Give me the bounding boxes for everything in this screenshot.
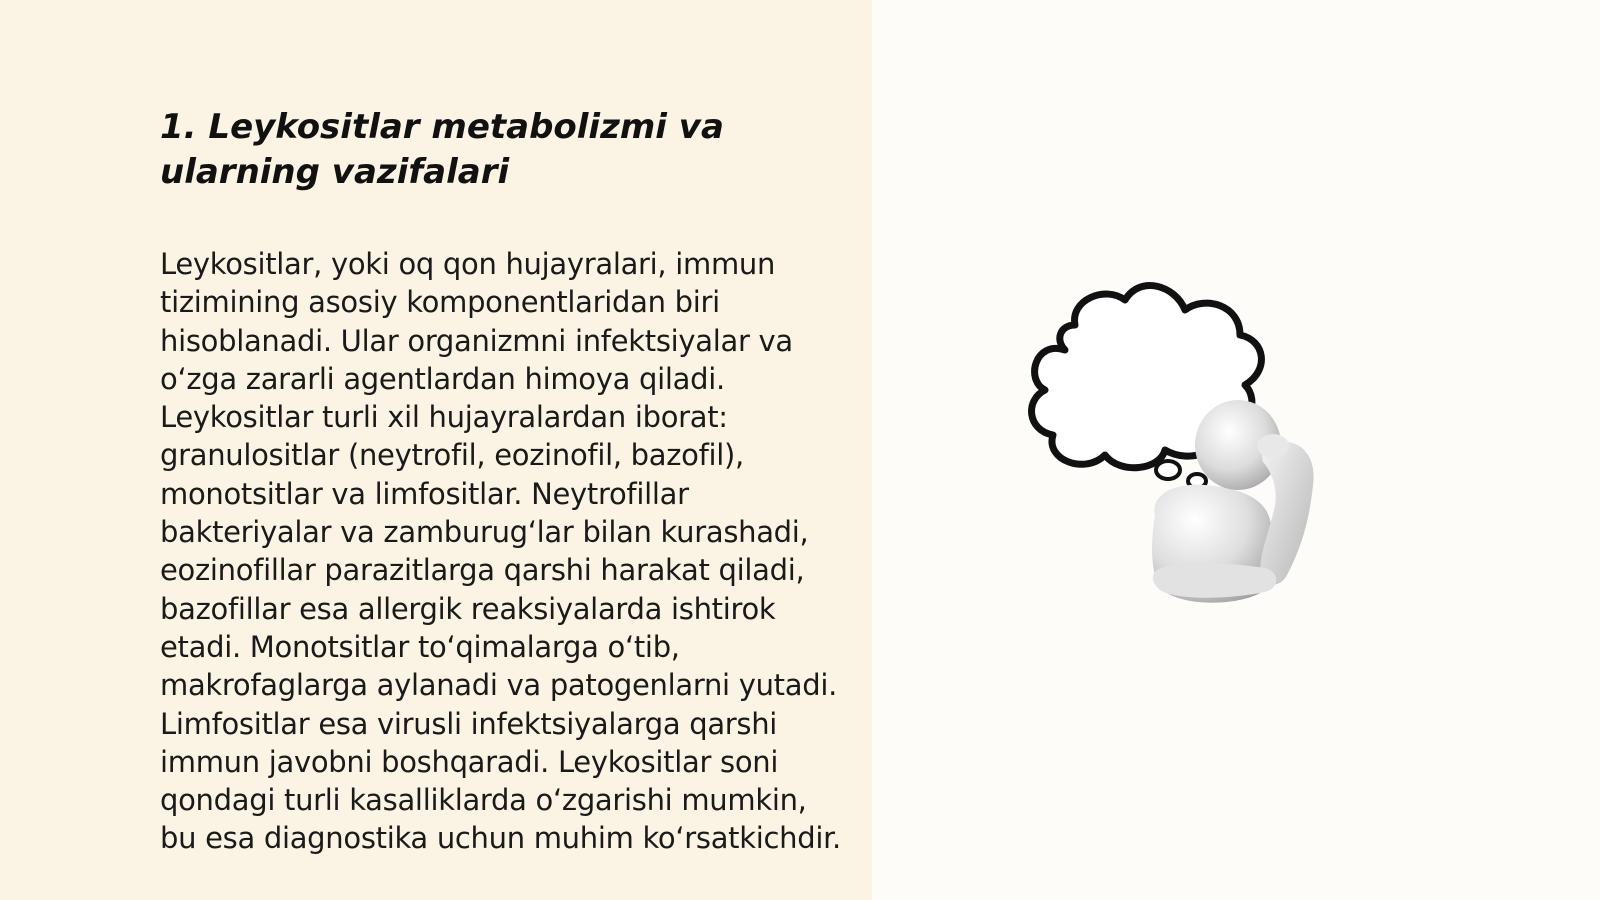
thinking-person-icon — [1025, 270, 1355, 620]
slide-body-text: Leykositlar, yoki oq qon hujayralari, immun tizimining asosiy komponentlaridan biri hisoblanadi. Ular organizmni infektsiyalar va oʻzga zararli agentlardan himoya qiladi. Leykositlar turli xil hujayralardan iborat: granulositlar (neytrofil, eozinofil, bazofil), monotsitlar va limfositlar. Neytrofillar bakteriyalar va zamburugʻlar bilan kurashadi, eozinofillar parazitlarga qarshi harakat qiladi, bazofillar esa allergik reaksiyalarda ishtirok etadi. Monotsitlar toʻqimalarga oʻtib, makrofaglarga aylanadi va patogenlarni yutadi. Limfositlar esa virusli infektsiyalarga qarshi immun javobni boshqaradi. Leykositlar soni qondagi turli kasalliklarda oʻzgarishi mumkin, bu esa diagnostika uchun muhim koʻrsatkichdir. — [160, 247, 841, 856]
slide-title: 1. Leykositlar metabolizmi va ularning vazifalari — [160, 107, 724, 192]
